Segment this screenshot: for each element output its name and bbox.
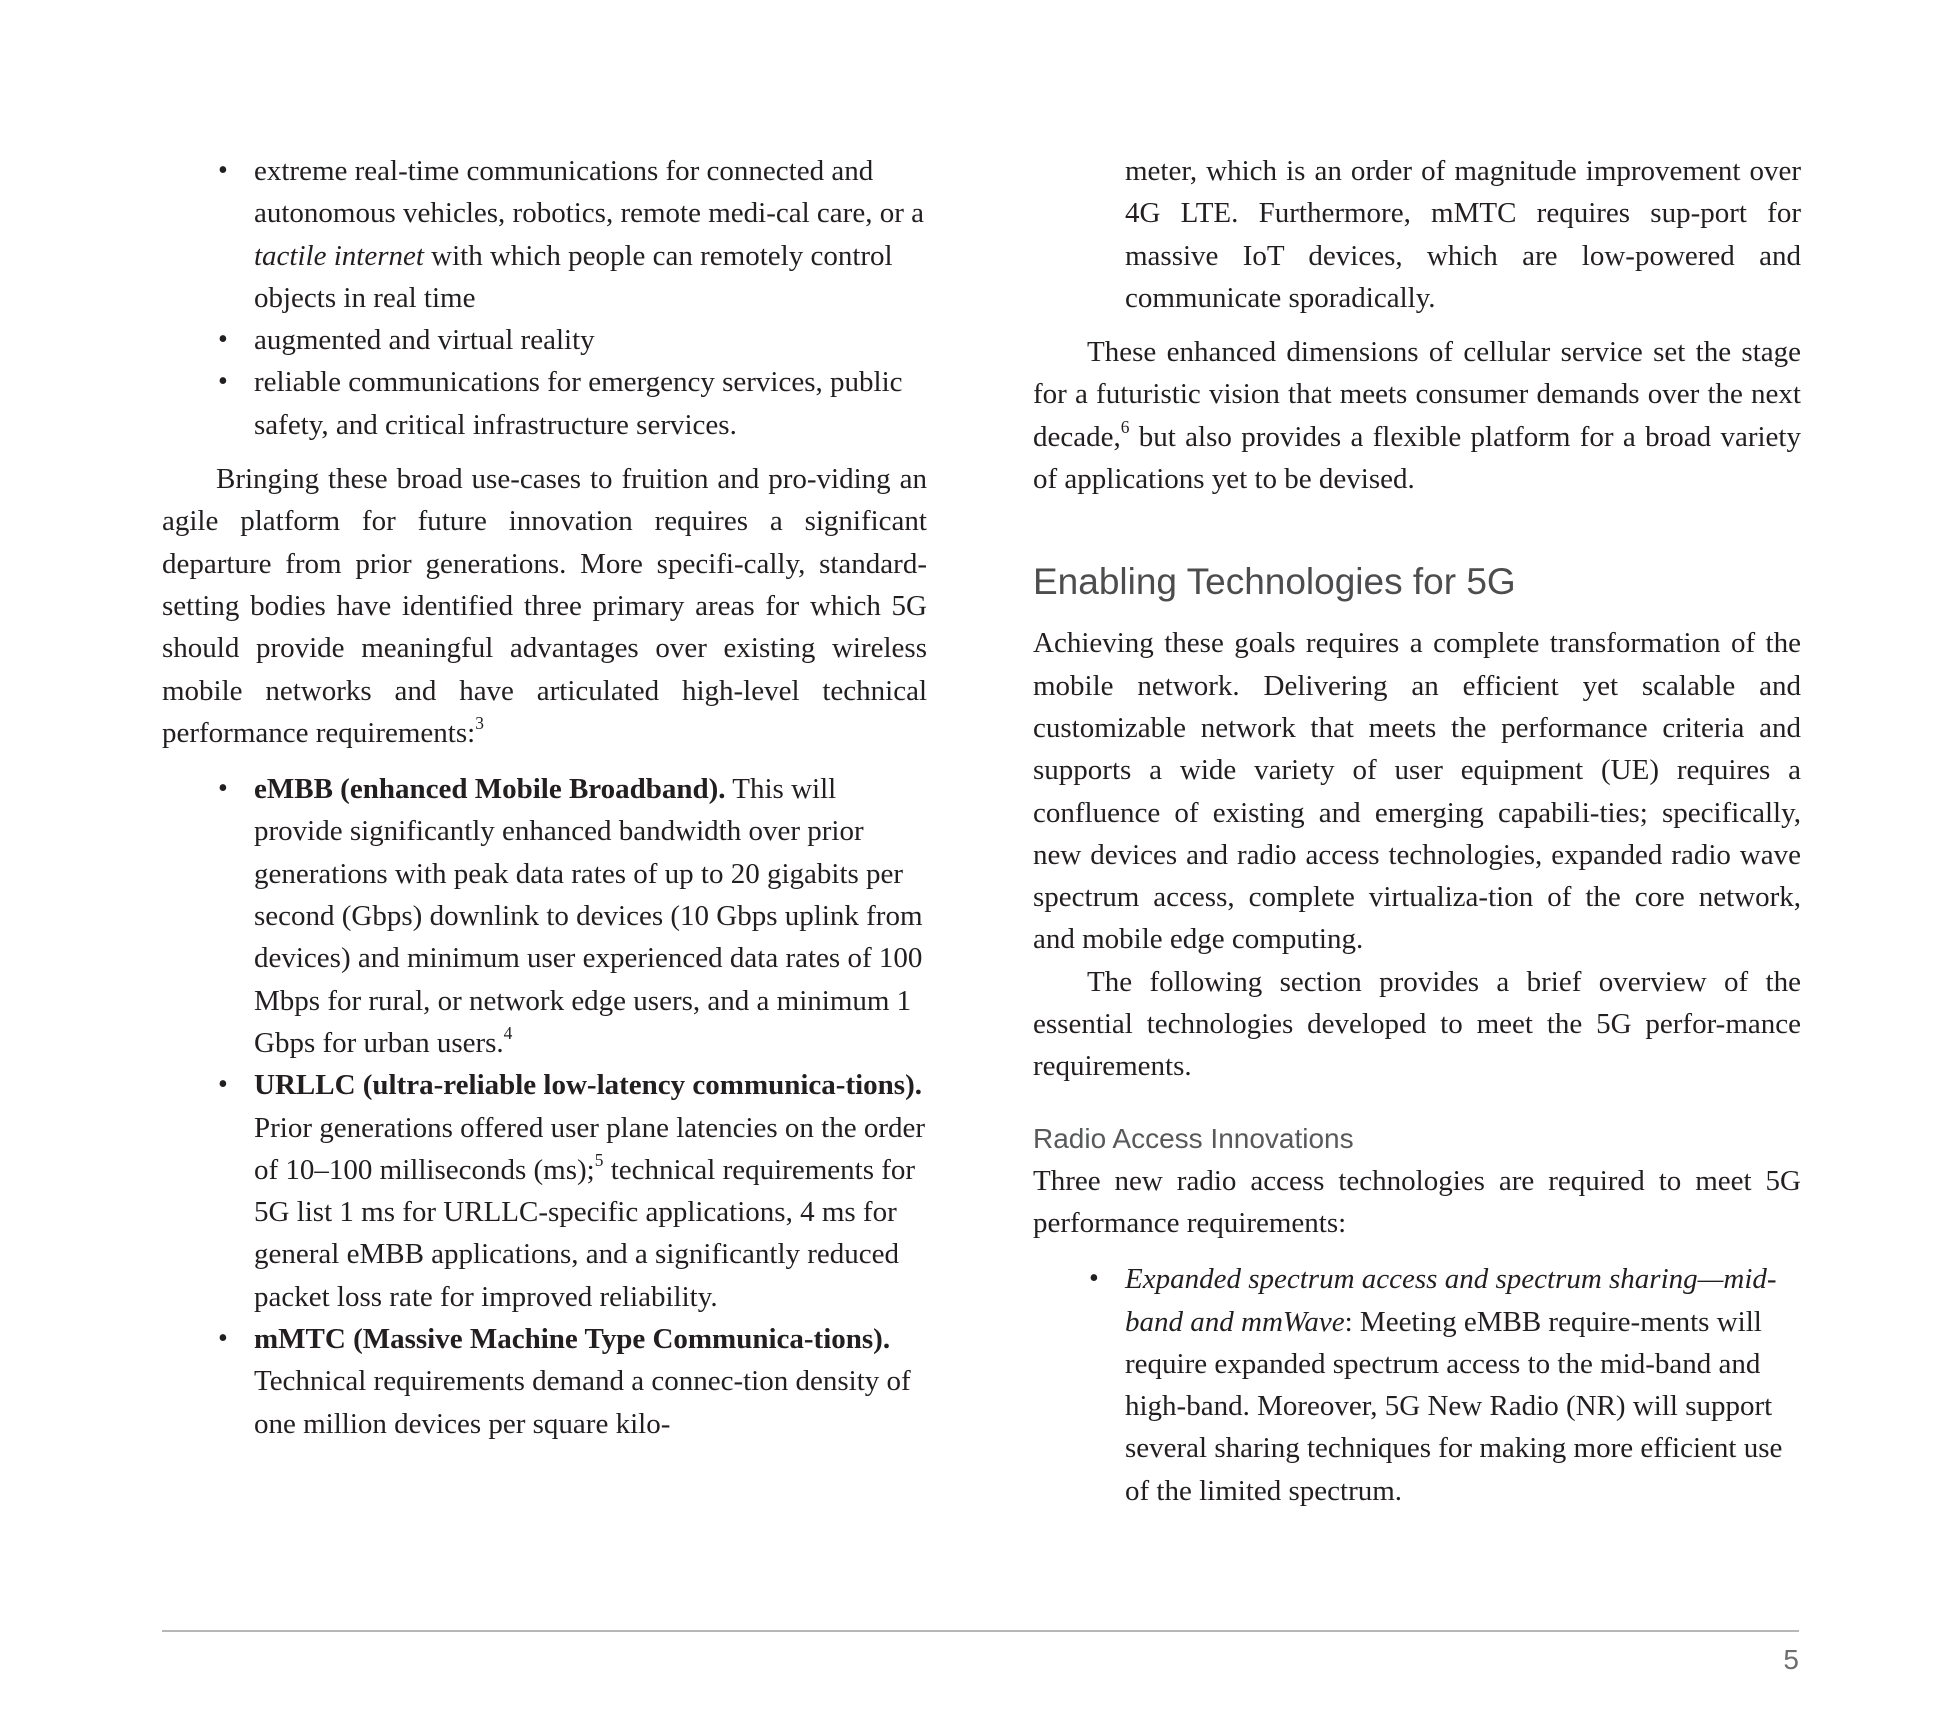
body-paragraph: Three new radio access technologies are required to meet 5G performance requirements: [1033, 1164, 1801, 1239]
requirements-list [162, 768, 927, 1445]
body-paragraph: These enhanced dimensions of cellular service set the stage for a futuristic vision that meets consumer demands over the next decade,$^6$ but also provides a flexible platform for a broad variety of applications yet to be devised. [1033, 336, 1801, 496]
body-paragraph: Bringing these broad use-cases to fruition and pro-viding an agile platform for future innovation requires a significant departure from prior generations. More specifi-cally, standard-setting bodies have identified three primary areas for which 5G should provide meaningful advantages over existing wireless mobile networks and have articulated high-level technical performance requirements:$^3$ [162, 463, 927, 749]
list-item: • reliable communications for emergency services, public safety, and critical infrastructure services. [162, 361, 927, 446]
subsection-heading: Radio Access Innovations [1033, 1122, 1354, 1154]
list-item: • extreme real-time communications for connected and autonomous vehicles, robotics, remote medi-cal care, or a tactile internet with which people can remotely control objects in real time [162, 150, 927, 319]
right-column [1033, 150, 1801, 1512]
list-item: • augmented and virtual reality [162, 319, 927, 361]
footnote-ref: 6 [1120, 416, 1130, 437]
footer-rule [162, 1630, 1799, 1632]
use-case-list [162, 150, 927, 446]
footnote-ref: 5 [594, 1149, 604, 1170]
body-paragraph: Achieving these goals requires a complete transformation of the mobile network. Delivering an efficient yet scalable and customizable network that meets the performance criteria and supports a wide variety of user equipment (UE) requires a confluence of existing and emerging capabili-ties; specifically, new devices and radio access technologies, expanded radio wave spectrum access, complete virtualiza-tion of the core network, and mobile edge computing. [1033, 627, 1801, 956]
term: eMBB (enhanced Mobile Broadband). [254, 773, 726, 806]
list-item: • URLLC (ultra-reliable low-latency communica-tions). Prior generations offered user plane latencies on the order of 10–100 milliseconds (ms);$^5$ technical requirements for 5G list 1 ms for URLLC-specific applications, 4 ms for general eMBB applications, and a significantly reduced packet loss rate for improved reliability. [162, 1064, 927, 1318]
list-item: • mMTC (Massive Machine Type Communica-tions). Technical requirements demand a connec-tion density of one million devices per square kilo- [162, 1318, 927, 1445]
section-heading: Enabling Technologies for 5G [1033, 561, 1516, 603]
list-item: • eMBB (enhanced Mobile Broadband). This will provide significantly enhanced bandwidth over prior generations with peak data rates of up to 20 gigabits per second (Gbps) downlink to devices (10 Gbps uplink from devices) and minimum user experienced data rates of 100 Mbps for rural, or network edge users, and a minimum 1 Gbps for urban users.$^4$ [162, 768, 927, 1064]
technology-list [1033, 1258, 1801, 1512]
list-item: • Expanded spectrum access and spectrum sharing—mid-band and mmWave: Meeting eMBB require-ments will require expanded spectrum access to the mid-band and high-band. Moreover, 5G New Radio (NR) will support several sharing techniques for making more efficient use of the limited spectrum. [1033, 1258, 1801, 1512]
body-paragraph: The following section provides a brief overview of the essential technologies developed to meet the 5G perfor-mance requirements. [1033, 965, 1801, 1083]
footnote-ref: 3 [475, 712, 484, 733]
list-continuation: meter, which is an order of magnitude improvement over 4G LTE. Furthermore, mMTC requires sup-port for massive IoT devices, which are low-powered and communicate sporadically. [1125, 155, 1801, 314]
term: URLLC (ultra-reliable low-latency communica-tions). [254, 1069, 922, 1102]
emphasis: tactile internet [254, 239, 424, 272]
page-number: 5 [1783, 1644, 1799, 1675]
footnote-ref: 4 [503, 1022, 513, 1043]
emphasis: Expanded spectrum access and spectrum sharing—mid-band and mmWave [1125, 1263, 1777, 1338]
term: mMTC (Massive Machine Type Communica-tions). [254, 1323, 891, 1356]
left-column [162, 150, 927, 1445]
